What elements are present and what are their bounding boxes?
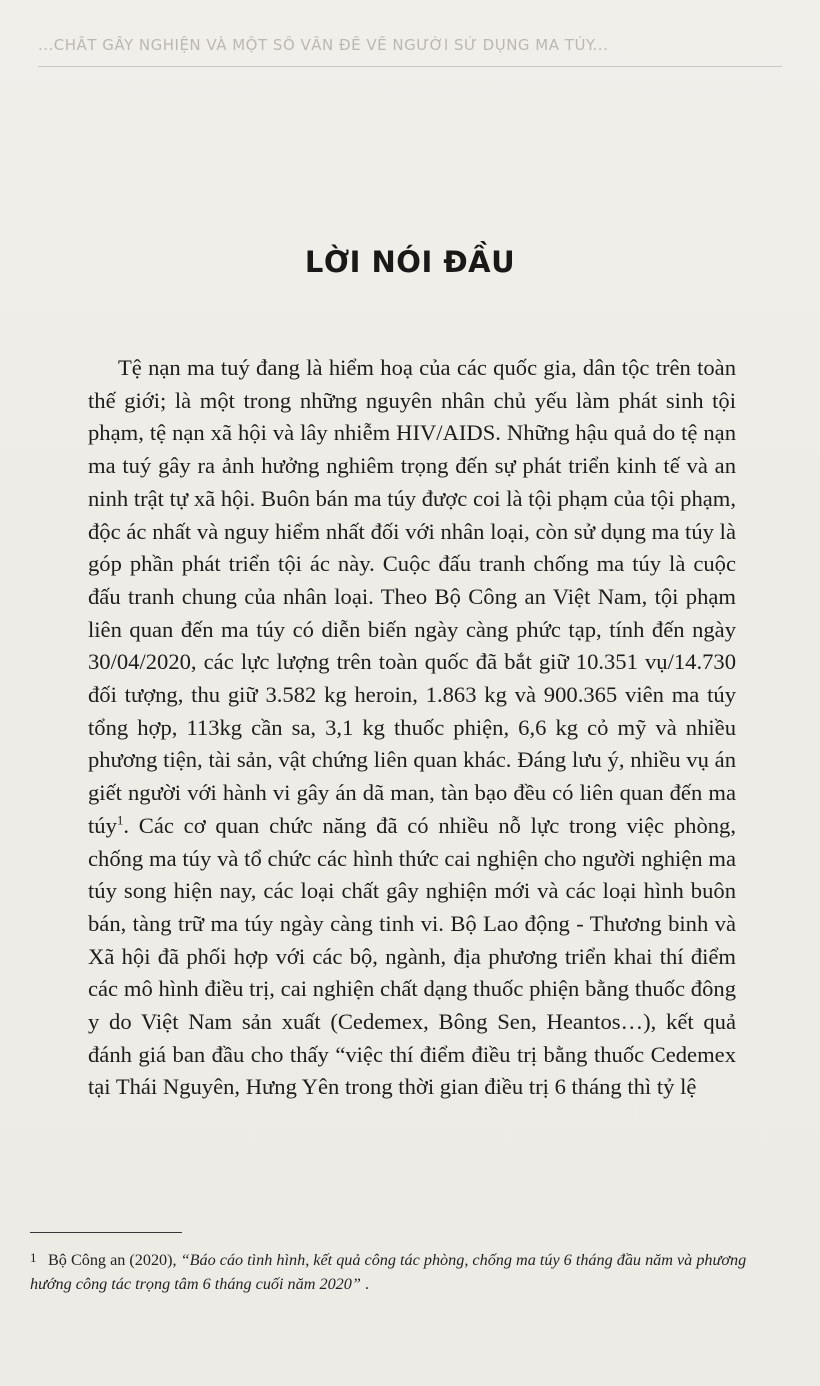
body-paragraph bbox=[88, 352, 736, 1104]
header-rule bbox=[38, 66, 782, 67]
footnote-citation: Bộ Công an (2020), bbox=[48, 1251, 181, 1269]
footnote-rule bbox=[30, 1232, 182, 1233]
footnote-end: . bbox=[360, 1275, 369, 1293]
running-head: ...CHẤT GÂY NGHIỆN VÀ MỘT SỐ VẤN ĐỀ VỀ NGƯỜI SỬ DỤNG MA TÚY... bbox=[38, 36, 609, 54]
page-title: LỜI NÓI ĐẦU bbox=[304, 245, 516, 279]
footnote-reference: 1 bbox=[116, 812, 124, 828]
footnote-mark: 1 bbox=[30, 1250, 37, 1265]
footnote bbox=[30, 1246, 770, 1296]
footnote-title: “Báo cáo tình hình, kết quả công tác phòng, chống ma túy 6 tháng đầu năm và phương hướng công tác trọng tâm 6 tháng cuối năm 2020” bbox=[30, 1251, 747, 1293]
body-text-part-2: . Các cơ quan chức năng đã có nhiều nỗ lực trong việc phòng, chống ma túy và tổ chức các hình thức cai nghiện cho người nghiện ma túy song hiện nay, các loại chất gây nghiện mới và các loại hình buôn bán, tàng trữ ma túy ngày càng tinh vi. Bộ Lao động - Thương binh và Xã hội đã phối hợp với các bộ, ngành, địa phương triển khai thí điểm các mô hình điều trị, cai nghiện chất dạng thuốc phiện bằng thuốc đông y do Việt Nam sản xuất (Cedemex, Bông Sen, Heantos…), kết quả đánh giá ban đầu cho thấy “việc thí điểm điều trị bằng thuốc Cedemex tại Thái Nguyên, Hưng Yên trong thời gian điều trị 6 tháng thì tỷ lệ bbox=[88, 812, 736, 1100]
body-text-part-1: Tệ nạn ma tuý đang là hiểm hoạ của các quốc gia, dân tộc trên toàn thế giới; là một trong những nguyên nhân chủ yếu làm phát sinh tội phạm, tệ nạn xã hội và lây nhiễm HIV/AIDS. Những hậu quả do tệ nạn ma tuý gây ra ảnh hưởng nghiêm trọng đến sự phát triển kinh tế và an ninh trật tự xã hội. Buôn bán ma túy được coi là tội phạm của tội phạm, độc ác nhất và nguy hiểm nhất đối với nhân loại, còn sử dụng ma túy là góp phần phát triển tội ác này. Cuộc đấu tranh chống ma túy là cuộc đấu tranh chung của nhân loại. Theo Bộ Công an Việt Nam, tội phạm liên quan đến ma túy có diễn biến ngày càng phức tạp, tính đến ngày 30/04/2020, các lực lượng trên toàn quốc đã bắt giữ 10.351 vụ/14.730 đối tượng, thu giữ 3.582 kg heroin, 1.863 kg và 900.365 viên ma túy tổng hợp, 113kg cần sa, 3,1 kg thuốc phiện, 6,6 kg cỏ mỹ và nhiều phương tiện, tài sản, vật chứng liên quan khác. Đáng lưu ý, nhiều vụ án giết người với hành vi gây án dã man, tàn bạo đều có liên quan đến ma túy bbox=[88, 355, 736, 838]
